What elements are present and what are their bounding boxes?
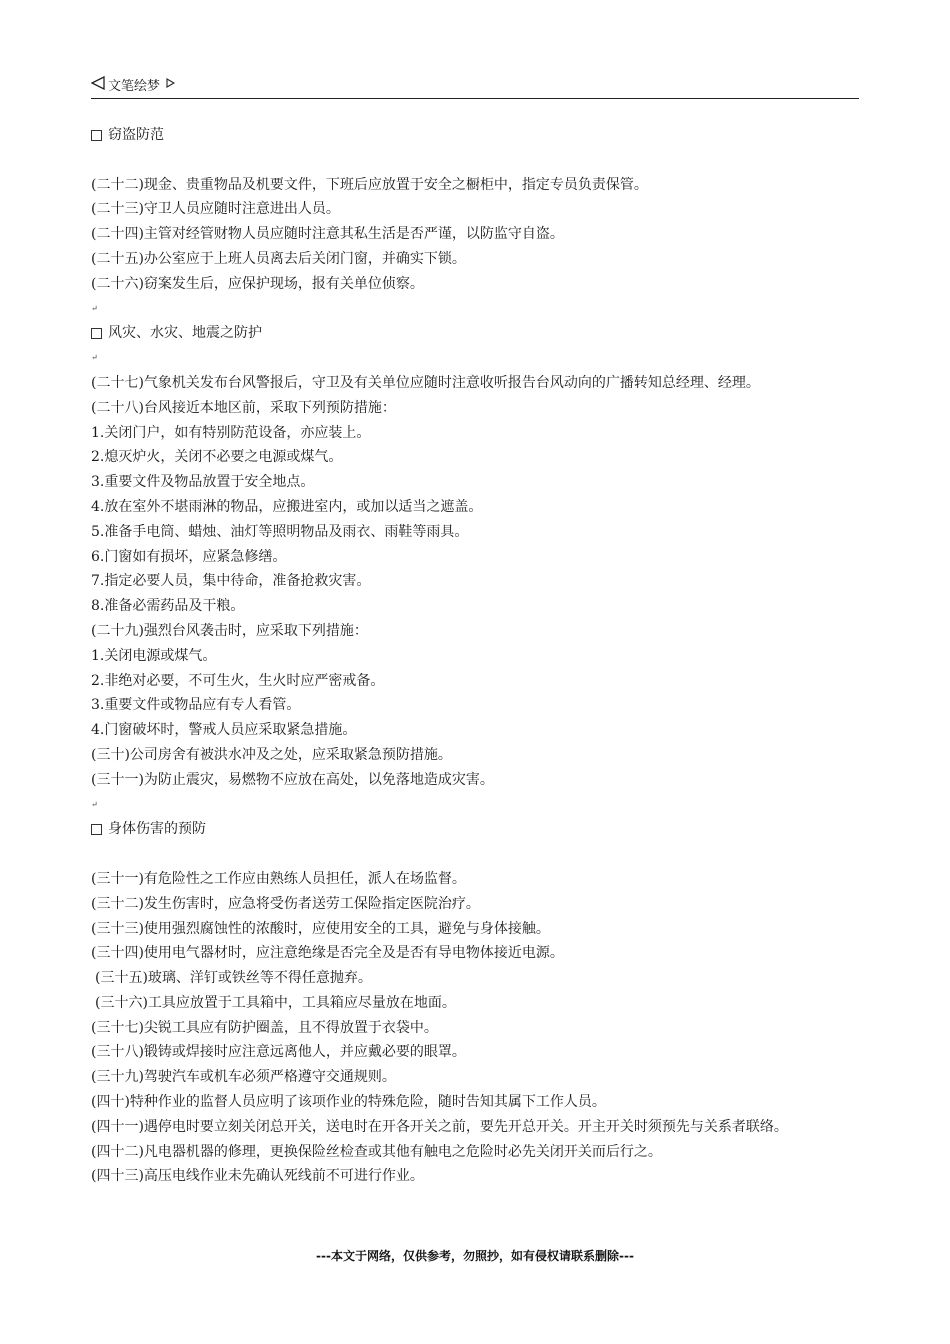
left-triangle-icon <box>91 76 105 94</box>
blank-line <box>91 842 861 867</box>
list-item: 2.熄灭炉火，关闭不必要之电源或煤气。 <box>91 449 343 466</box>
section-title: 风灾、水灾、地震之防护 <box>108 325 262 342</box>
checkbox-square-icon <box>91 130 102 141</box>
list-item: (二十三)守卫人员应随时注意进出人员。 <box>91 201 340 218</box>
list-item: 3.重要文件或物品应有专人看管。 <box>91 697 301 714</box>
checkbox-square-icon <box>91 824 102 835</box>
list-item: (二十九)强烈台风袭击时，应采取下列措施： <box>91 622 368 639</box>
list-item: (三十三)使用强烈腐蚀性的浓酸时，应使用安全的工具，避免与身体接触。 <box>91 920 550 937</box>
paragraph-mark-icon: ↵ <box>91 353 98 363</box>
list-item: (四十三)高压电线作业未先确认死线前不可进行作业。 <box>91 1168 424 1185</box>
blank-line <box>91 148 861 173</box>
brand <box>91 75 175 94</box>
list-item: (三十七)尖锐工具应有防护圈盖，且不得放置于衣袋中。 <box>91 1019 438 1036</box>
list-item: (三十四)使用电气器材时，应注意绝缘是否完全及是否有导电物体接近电源。 <box>91 945 564 962</box>
list-item: 1.关闭门户，如有特别防范设备，亦应装上。 <box>91 424 371 441</box>
section-heading <box>91 123 861 148</box>
list-item: 4.门窗破坏时，警戒人员应采取紧急措施。 <box>91 722 357 739</box>
section-heading <box>91 321 861 346</box>
list-item: (四十一)遇停电时要立刻关闭总开关，送电时在开各开关之前，要先开总开关。开主开关时须预先与关系者联络。 <box>91 1118 788 1135</box>
paragraph-mark-icon: ↵ <box>91 799 98 809</box>
brand-name: 文笔绘梦 <box>108 79 161 94</box>
list-item: 3.重要文件及物品放置于安全地点。 <box>91 474 315 491</box>
list-item: (二十七)气象机关发布台风警报后，守卫及有关单位应随时注意收听报告台风动向的广播转知总经理、经理。 <box>91 374 760 391</box>
list-item: (二十八)台风接近本地区前，采取下列预防措施： <box>91 399 396 416</box>
page-header <box>91 72 859 99</box>
right-triangle-icon <box>166 77 175 92</box>
list-item: 4.放在室外不堪雨淋的物品，应搬进室内，或加以适当之遮盖。 <box>91 498 483 515</box>
list-item: (二十六)窃案发生后，应保护现场，报有关单位侦察。 <box>91 275 424 292</box>
list-item: 7.指定必要人员，集中待命，准备抢救灾害。 <box>91 573 371 590</box>
section-title: 窃盗防范 <box>108 127 164 143</box>
list-item: 6.门窗如有损坏，应紧急修缮。 <box>91 548 287 565</box>
list-item: (四十)特种作业的监督人员应明了该项作业的特殊危险，随时告知其属下工作人员。 <box>91 1094 606 1111</box>
section-heading <box>91 817 861 842</box>
list-item: (二十二)现金、贵重物品及机要文件，下班后应放置于安全之橱柜中，指定专员负责保管。 <box>91 176 648 193</box>
list-item: (四十二)凡电器机器的修理，更换保险丝检查或其他有触电之危险时必先关闭开关而后行之。 <box>91 1143 662 1160</box>
list-item: (三十八)锻铸或焊接时应注意远离他人，并应戴必要的眼罩。 <box>91 1044 466 1061</box>
list-item: 8.准备必需药品及干粮。 <box>91 598 245 615</box>
list-item: (三十六)工具应放置于工具箱中，工具箱应尽量放在地面。 <box>95 994 456 1011</box>
footer-disclaimer: ---本文于网络，仅供参考，勿照抄，如有侵权请联系删除--- <box>316 1249 634 1263</box>
list-item: (三十一)为防止震灾，易燃物不应放在高处，以免落地造成灾害。 <box>91 771 494 788</box>
list-item: (二十四)主管对经管财物人员应随时注意其私生活是否严谨，以防监守自盗。 <box>91 226 564 243</box>
section-title: 身体伤害的预防 <box>108 821 206 838</box>
document-body <box>91 123 861 1189</box>
list-item: (三十五)玻璃、洋钉或铁丝等不得任意抛弃。 <box>95 970 372 987</box>
checkbox-square-icon <box>91 328 102 339</box>
list-item: (二十五)办公室应于上班人员离去后关闭门窗，并确实下锁。 <box>91 250 466 267</box>
list-item: 2.非绝对必要，不可生火，生火时应严密戒备。 <box>91 672 385 689</box>
list-item: (三十一)有危险性之工作应由熟练人员担任，派人在场监督。 <box>91 870 466 887</box>
list-item: (三十二)发生伤害时，应急将受伤者送劳工保险指定医院治疗。 <box>91 895 480 912</box>
list-item: 1.关闭电源或煤气。 <box>91 647 217 664</box>
paragraph-mark-icon: ↵ <box>91 303 98 313</box>
list-item: 5.准备手电筒、蜡烛、油灯等照明物品及雨衣、雨鞋等雨具。 <box>91 523 469 540</box>
list-item: (三十)公司房舍有被洪水冲及之处，应采取紧急预防措施。 <box>91 746 452 763</box>
list-item: (三十九)驾驶汽车或机车必须严格遵守交通规则。 <box>91 1069 396 1086</box>
